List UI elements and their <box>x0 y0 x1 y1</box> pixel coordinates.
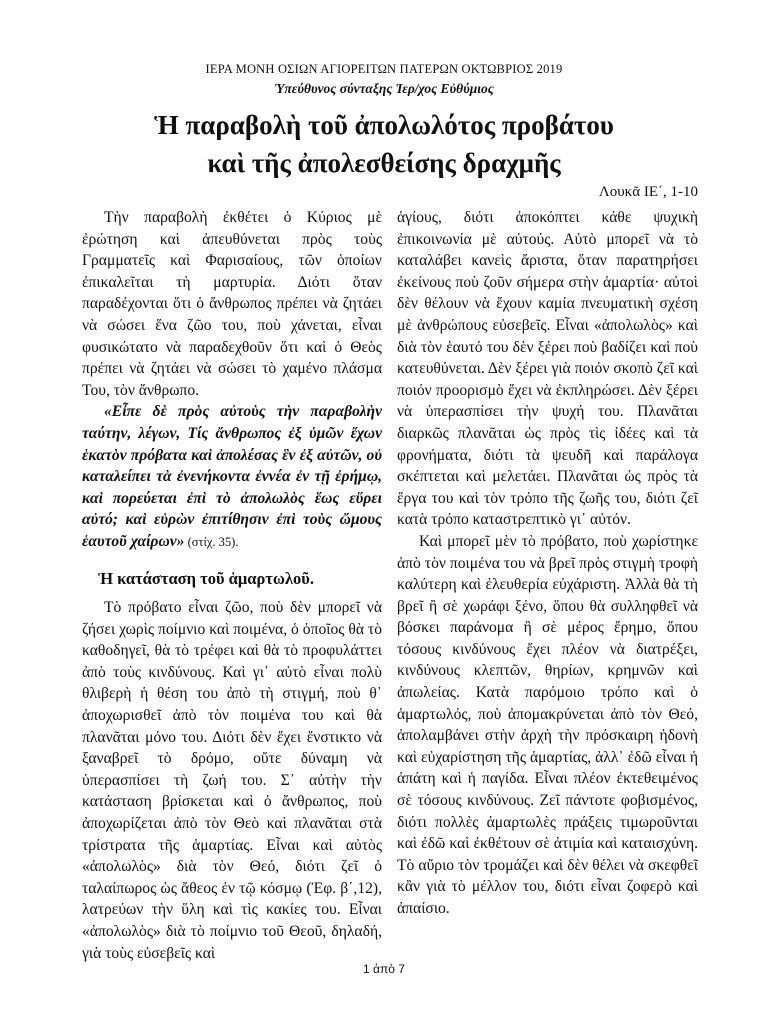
page-number: 1 ἀπὸ 7 <box>363 962 405 976</box>
scripture-quote <box>82 401 382 553</box>
monastery-header: ΙΕΡΑ ΜΟΝΗ ΟΣΙΩΝ ΑΓΙΟΡΕΙΤΩΝ ΠΑΤΕΡΩΝ ΟΚΤΩΒΡΙΟΣ 2019 <box>205 62 563 76</box>
right-column <box>397 207 698 920</box>
section-heading: Ἡ κατάσταση τοῦ ἁμαρτωλοῦ. <box>98 568 314 588</box>
editor-line: Ὑπεύθυνος σύνταξης Ἱερ/χος Εὐθύμιος <box>274 81 494 96</box>
scripture-reference: Λουκᾶ ΙΕ΄, 1-10 <box>598 184 698 200</box>
body-paragraph: Καὶ μπορεῖ μὲν τὸ πρόβατο, ποὺ χωρίστηκε ἀπὸ τὸν ποιμένα του νὰ βρεῖ πρὸς στιγμὴ τροφὴ καλύτερη καὶ ἐλευθερία εὐχάριστη. Ἀλλὰ θὰ τὴ βρεῖ ἢ σὲ χωράφι ξένο, ὅπου θὰ συλληφθεῖ νὰ βόσκει παράνομα ἢ σὲ μέρος ἔρημο, ὅπου τόσους κινδύνους ἔχει πλέον νὰ διατρέξει, κινδύνους κλεπτῶν, θηρίων, κρημνῶν καὶ ἀπωλείας. Κατὰ παρόμοιο τρόπο καὶ ὁ ἁμαρτωλός, ποὺ ἀπομακρύνεται ἀπὸ τὸν Θεό, ἀπολαμβάνει στὴν ἀρχὴ τὴν πρόσκαιρη ἡδονὴ καὶ εὐχαρίστηση τῆς ἁμαρτίας, ἀλλ᾽ ἐδῶ εἶναι ἡ ἀπάτη καὶ ἡ παγίδα. Εἶναι πλέον ἐκτεθειμένος σὲ τόσους κινδύνους. Ζεῖ πάντοτε φοβισμένος, διότι πολλὲς ἁμαρτωλὲς πράξεις τιμωροῦνται καὶ ἐδῶ καὶ ἐκθέτουν σὲ ἀτιμία καὶ καταισχύνη. Τὸ αὔριο τὸν τρομάζει καὶ δὲν θέλει νὰ σκεφθεῖ κἂν γιὰ τὸ μέλλον του, διότι εἶναι ζοφερὸ καὶ ἀπαίσιο. <box>397 532 698 917</box>
quote-citation: (στίχ. 35). <box>184 534 239 549</box>
continued-paragraph: ἁγίους, διότι ἀποκόπτει κάθε ψυχικὴ ἐπικοινωνία μὲ αὐτούς. Αὐτὸ μπορεῖ νὰ τὸ καταλάβει κανεὶς ἄριστα, ὅταν παρατηρήσει ἐκείνους ποὺ ζοῦν σήμερα στὴν ἁμαρτία· αὐτοὶ δὲν θέλουν νὰ ἔχουν καμία πνευματικὴ σχέση μὲ ἀνθρώπους εὐσεβεῖς. Εἶναι «ἀπολωλὸς» καὶ διὰ τὸν ἑαυτό του δὲν ξέρει ποὺ βαδίζει καὶ ποὺ κατευθύνεται. Δὲν ξέρει γιὰ ποιόν σκοπὸ ζεῖ καὶ ποιόν προορισμὸ ἔχει νὰ ἐκπληρώσει. Δὲν ξέρει νὰ ὑπερασπίσει τὴν ψυχή του. Πλανᾶται διαρκῶς πλανᾶται ὡς πρὸς τὶς ἰδέες καὶ τὰ φρονήματα, διότι τὰ ψευδῆ καὶ παράλογα σκέπτεται καὶ μελετάει. Πλανᾶται ὡς πρὸς τὰ ἔργα του καὶ τὸν τρόπο τῆς ζωῆς του, διότι ζεῖ κατὰ τρόπο καταστρεπτικὸ γι᾽ αὐτόν. <box>397 209 698 529</box>
quote-text: «Εἶπε δὲ πρὸς αὐτοὺς τὴν παραβολὴν ταύτην, λέγων, Τίς ἄνθρωπος ἐξ ὑμῶν ἔχων ἑκατὸν πρόβατα καὶ ἀπολέσας ἓν ἐξ αὐτῶν, οὐ καταλείπει τὰ ἐνενήκοντα ἐννέα ἐν τῇ ἐρήμῳ, καὶ πορεύεται ἐπὶ τὸ ἀπολωλὸς ἕως εὕρει αὐτό; καὶ εὑρὼν ἐπιτίθησιν ἐπὶ τοὺς ὤμους ἑαυτοῦ χαίρων» <box>82 403 382 550</box>
intro-paragraph: Τὴν παραβολὴ ἐκθέτει ὁ Κύριος μὲ ἐρώτηση καὶ ἀπευθύνεται πρὸς τοὺς Γραμματεῖς καὶ Φαρισαίους, τῶν ὁποίων ἐπικαλεῖται τὴ μαρτυρία. Διότι ὅταν παραδέχονται ὅτι ὁ ἄνθρωπος πρέπει νὰ ζητάει νὰ σώσει ἕνα ζῶο του, ποὺ χάνεται, εἶναι φυσικώτατο νὰ παραδεχθοῦν ὅτι καὶ ὁ Θεὸς πρέπει νὰ ζητάει νὰ σώσει τὸ χαμένο πλάσμα Του, τὸν ἄνθρωπο. <box>82 209 382 399</box>
body-paragraph: Τὸ πρόβατο εἶναι ζῶο, ποὺ δὲν μπορεῖ νὰ ζήσει χωρὶς ποίμνιο καὶ ποιμένα, ὁ ὁποῖος θὰ τὸ καθοδηγεῖ, θὰ τὸ τρέφει καὶ θὰ τὸ προφυλάττει ἀπὸ τοὺς κινδύνους. Καὶ γι᾽ αὐτὸ εἶναι πολὺ θλιβερὴ ἡ θέση του ἀπὸ τὴ στιγμή, ποὺ θ᾽ ἀποχωρισθεῖ ἀπὸ τὸν ποιμένα του καὶ θὰ πλανᾶται μόνο του. Διότι δὲν ἔχει ἔνστικτο νὰ ξαναβρεῖ τὸ δρόμο, οὔτε δύναμη νὰ ὑπερασπίσει τὴ ζωή του. Σ᾽ αὐτὴν τὴν κατάσταση βρίσκεται καὶ ὁ ἄνθρωπος, ποὺ ἀποχωρίζεται ἀπὸ τὸν Θεὸ καὶ πλανᾶται στὰ τρίστρατα τῆς ἁμαρτίας. Εἶναι καὶ αὐτὸς «ἀπολωλὸς» διὰ τὸν Θεό, διότι ζεῖ ὁ ταλαίπωρος ὡς ἄθεος ἐν τῷ κόσμῳ (Ἐφ. β΄,12), λατρεύων τὴν ὕλη καὶ τὶς κακίες του. Εἶναι «ἀπολωλὸς» διὰ τὸ ποίμνιο τοῦ Θεοῦ, δηλαδή, γιὰ τοὺς εὐσεβεῖς καὶ <box>82 599 382 962</box>
left-column <box>82 207 382 964</box>
page-title-line-1: Ἡ παραβολὴ τοῦ ἀπολωλότος προβάτου <box>154 110 614 140</box>
page-title-line-2: καὶ τῆς ἀπολεσθείσης δραχμῆς <box>207 148 561 178</box>
